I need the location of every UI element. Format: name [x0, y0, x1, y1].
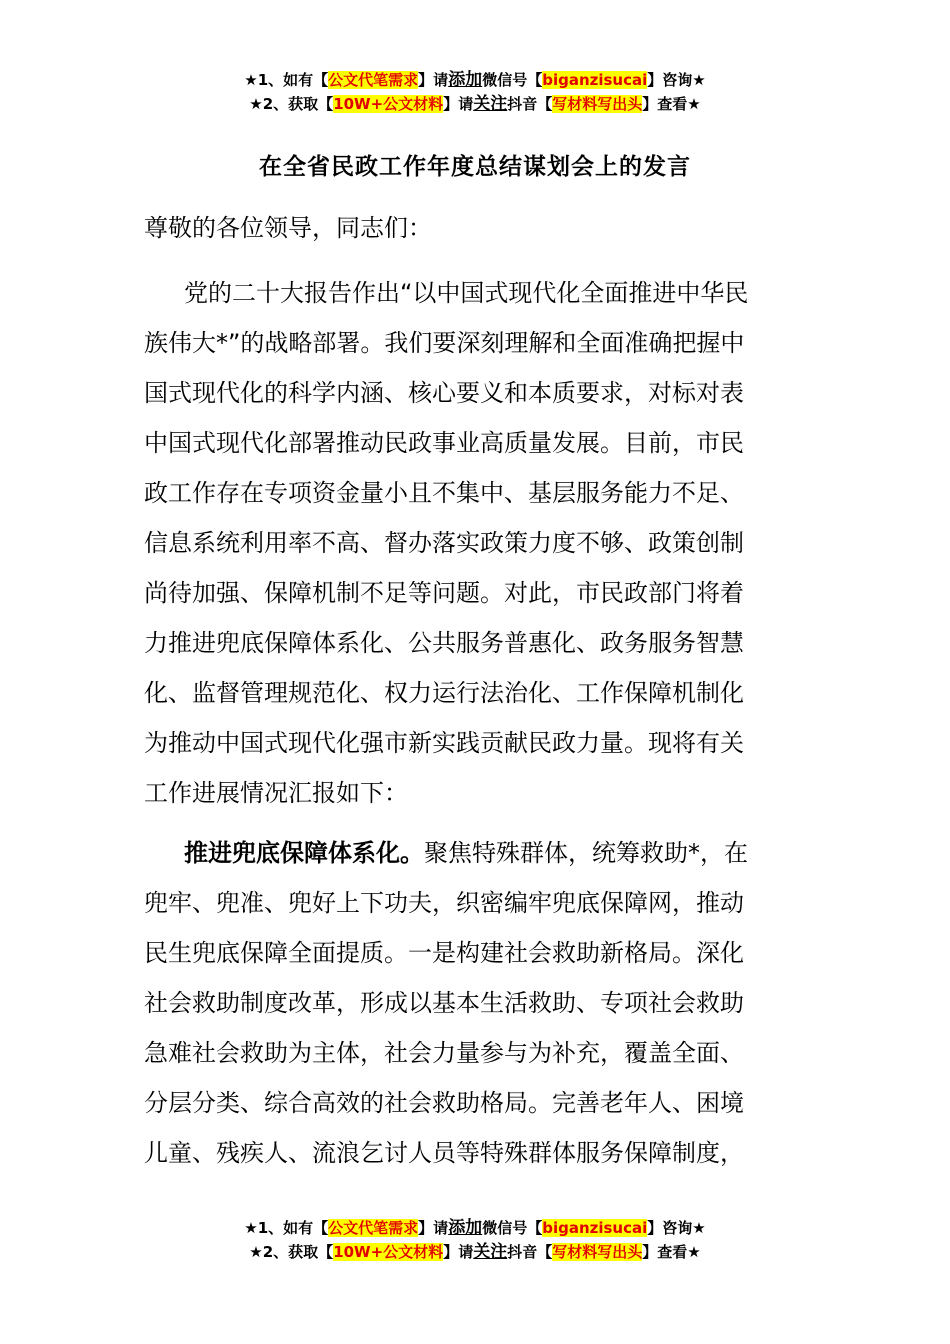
banner-text: 】查看★ — [642, 95, 701, 113]
banner-text: 微信号【 — [482, 71, 543, 89]
banner-wechat-id: biganzisucai — [542, 1219, 648, 1237]
section-text: 聚焦特殊群体，统筹救助*，在 — [424, 839, 748, 867]
banner-text: 】咨询★ — [647, 1219, 706, 1237]
banner-emphasis: 关注 — [473, 94, 508, 114]
paragraph-line: 儿童、残疾人、流浪乞讨人员等特殊群体服务保障制度， — [144, 1139, 744, 1167]
paragraph-line: 工作进展情况汇报如下： — [144, 779, 408, 807]
paragraph-line: 急难社会救助为主体，社会力量参与为补充，覆盖全面、 — [144, 1039, 744, 1067]
paragraph-line: 政工作存在专项资金量小且不集中、基层服务能力不足、 — [144, 479, 744, 507]
banner-text: 微信号【 — [482, 1219, 543, 1237]
paragraph-line: 为推动中国式现代化强市新实践贡献民政力量。现将有关 — [144, 729, 744, 757]
paragraph-line: 民生兜底保障全面提质。一是构建社会救助新格局。深化 — [144, 939, 744, 967]
paragraph-line: 尚待加强、保障机制不足等问题。对此，市民政部门将着 — [144, 579, 744, 607]
paragraph-line: 国式现代化的科学内涵、核心要义和本质要求，对标对表 — [144, 379, 744, 407]
paragraph-line: 族伟大*”的战略部署。我们要深刻理解和全面准确把握中 — [144, 329, 745, 357]
banner-line-1 — [0, 1216, 950, 1240]
paragraph-section-1 — [144, 828, 806, 1178]
banner-emphasis: 添加 — [448, 1218, 483, 1238]
greeting: 尊敬的各位领导，同志们： — [144, 214, 432, 242]
banner-highlight: 公文代笔需求 — [328, 1219, 419, 1237]
banner-emphasis: 添加 — [448, 70, 483, 90]
banner-douyin-account: 写材料写出头 — [552, 1243, 643, 1261]
banner-text: 】请 — [443, 1243, 474, 1261]
paragraph-line: 社会救助制度改革，形成以基本生活救助、专项社会救助 — [144, 989, 744, 1017]
banner-line-2 — [0, 92, 950, 116]
paragraph-line: 兜牢、兜准、兜好上下功夫，织密编牢兜底保障网，推动 — [144, 889, 744, 917]
paragraph-line: 信息系统利用率不高、督办落实政策力度不够、政策创制 — [144, 529, 744, 557]
banner-text: 】查看★ — [642, 1243, 701, 1261]
banner-text: 抖音【 — [507, 1243, 553, 1261]
banner-text: ★2、获取【 — [249, 95, 334, 113]
document-title: 在全省民政工作年度总结谋划会上的发言 — [259, 154, 691, 180]
banner-highlight: 10W+公文材料 — [333, 1243, 444, 1261]
paragraph-line: 化、监督管理规范化、权力运行法治化、工作保障机制化 — [144, 679, 744, 707]
banner-text: 】请 — [418, 1219, 449, 1237]
paragraph-line: 党的二十大报告作出“以中国式现代化全面推进中华民 — [184, 279, 749, 307]
banner-text: 】咨询★ — [647, 71, 706, 89]
banner-text: 】请 — [418, 71, 449, 89]
paragraph-intro — [144, 268, 806, 818]
banner-text: 抖音【 — [507, 95, 553, 113]
banner-text: ★1、如有【 — [244, 71, 329, 89]
banner-wechat-id: biganzisucai — [542, 71, 648, 89]
section-heading: 推进兜底保障体系化。 — [184, 839, 424, 867]
banner-highlight: 公文代笔需求 — [328, 71, 419, 89]
banner-douyin-account: 写材料写出头 — [552, 95, 643, 113]
paragraph-line: 中国式现代化部署推动民政事业高质量发展。目前，市民 — [144, 429, 744, 457]
banner-text: ★2、获取【 — [249, 1243, 334, 1261]
banner-highlight: 10W+公文材料 — [333, 95, 444, 113]
banner-text: ★1、如有【 — [244, 1219, 329, 1237]
banner-text: 】请 — [443, 95, 474, 113]
paragraph-line: 力推进兜底保障体系化、公共服务普惠化、政务服务智慧 — [144, 629, 744, 657]
banner-line-2 — [0, 1240, 950, 1264]
banner-line-1 — [0, 68, 950, 92]
footer-banner — [0, 1216, 950, 1264]
banner-emphasis: 关注 — [473, 1242, 508, 1262]
paragraph-line — [144, 828, 806, 878]
paragraph-line: 分层分类、综合高效的社会救助格局。完善老年人、困境 — [144, 1089, 744, 1117]
header-banner — [0, 68, 950, 116]
